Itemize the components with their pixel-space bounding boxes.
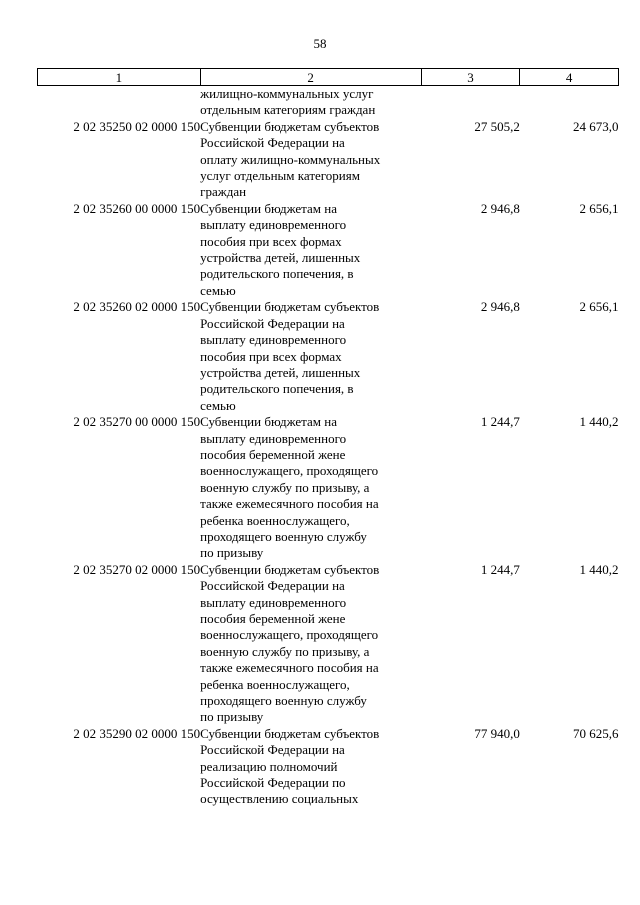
value-column-3-text: 2 946,8 — [480, 299, 520, 315]
table-header-row — [38, 69, 619, 86]
column-header-3: 3 — [421, 69, 520, 86]
budget-code-cell — [38, 201, 201, 299]
budget-code-text: 2 02 35290 02 0000 150 — [73, 725, 201, 741]
value-column-4-cell — [520, 86, 619, 119]
value-column-4-text: 24 673,0 — [573, 118, 619, 134]
value-column-3-cell — [421, 562, 520, 726]
description-cell — [200, 119, 421, 201]
description-text: Субвенции бюджетам на выплату единовременного пособия беременной жене военнослужащего, проходящего военную службу по призыву, а также ежемесячного пособия на ребенка военнослужащего, проходящего военную службу по призыву — [200, 414, 379, 561]
column-header-1: 1 — [38, 69, 201, 86]
value-column-3-cell — [421, 726, 520, 808]
table-row — [38, 86, 619, 119]
description-text: Субвенции бюджетам субъектов Российской Федерации на выплату единовременного пособия беременной жене военнослужащего, проходящего военную службу по призыву, а также ежемесячного пособия на ребенка военнослужащего, проходящего военную службу по призыву — [200, 561, 380, 725]
value-column-4-cell — [520, 726, 619, 808]
description-text: Субвенции бюджетам субъектов Российской Федерации на реализацию полномочий Российской Федерации по осуществлению социальных — [200, 725, 380, 807]
budget-code-cell — [38, 119, 201, 201]
value-column-3-text: 27 505,2 — [474, 118, 520, 134]
description-cell — [200, 726, 421, 808]
value-column-4-text: 2 656,1 — [579, 299, 619, 315]
value-column-4-cell — [520, 119, 619, 201]
description-cell — [200, 299, 421, 414]
budget-code-text: 2 02 35270 02 0000 150 — [73, 561, 201, 577]
value-column-4-text: 1 440,2 — [579, 414, 619, 430]
value-column-4-text: 70 625,6 — [573, 725, 619, 741]
budget-code-text: 2 02 35270 00 0000 150 — [73, 414, 201, 430]
value-column-3-text: 1 244,7 — [480, 414, 520, 430]
value-column-3-text: 1 244,7 — [480, 561, 520, 577]
value-column-3-cell — [421, 299, 520, 414]
table-row — [38, 299, 619, 414]
value-column-4-cell — [520, 562, 619, 726]
budget-code-text: 2 02 35250 02 0000 150 — [73, 118, 201, 134]
table-row — [38, 201, 619, 299]
description-cell — [200, 414, 421, 562]
value-column-3-cell — [421, 86, 520, 119]
table-row — [38, 726, 619, 808]
value-column-3-text: 77 940,0 — [474, 725, 520, 741]
description-text: Субвенции бюджетам субъектов Российской Федерации на оплату жилищно-коммунальных услуг отдельным категориям граждан — [200, 118, 381, 200]
value-column-3-cell — [421, 119, 520, 201]
description-cell — [200, 201, 421, 299]
budget-code-cell — [38, 86, 201, 119]
value-column-4-cell — [520, 201, 619, 299]
description-text: Субвенции бюджетам субъектов Российской Федерации на выплату единовременного пособия при всех формах устройства детей, лишенных родительского попечения, в семью — [200, 299, 380, 413]
page-number: 58 — [313, 36, 327, 51]
description-cell — [200, 86, 421, 119]
description-cell — [200, 562, 421, 726]
value-column-4-cell — [520, 414, 619, 562]
budget-code-cell — [38, 414, 201, 562]
description-text: жилищно-коммунальных услуг отдельным категориям граждан — [200, 86, 376, 118]
table-row — [38, 562, 619, 726]
value-column-4-text: 1 440,2 — [579, 561, 619, 577]
column-header-2: 2 — [200, 69, 421, 86]
budget-table — [37, 68, 619, 808]
description-text: Субвенции бюджетам на выплату единовременного пособия при всех формах устройства детей, лишенных родительского попечения, в семью — [200, 200, 361, 298]
value-column-3-cell — [421, 201, 520, 299]
column-header-4: 4 — [520, 69, 619, 86]
budget-code-text: 2 02 35260 02 0000 150 — [73, 299, 201, 315]
value-column-3-cell — [421, 414, 520, 562]
budget-code-cell — [38, 726, 201, 808]
table-row — [38, 119, 619, 201]
value-column-4-text: 2 656,1 — [579, 200, 619, 216]
budget-code-cell — [38, 299, 201, 414]
budget-code-text: 2 02 35260 00 0000 150 — [73, 200, 201, 216]
table-row — [38, 414, 619, 562]
value-column-3-text: 2 946,8 — [480, 200, 520, 216]
table-body — [38, 86, 619, 808]
budget-code-cell — [38, 562, 201, 726]
value-column-4-cell — [520, 299, 619, 414]
